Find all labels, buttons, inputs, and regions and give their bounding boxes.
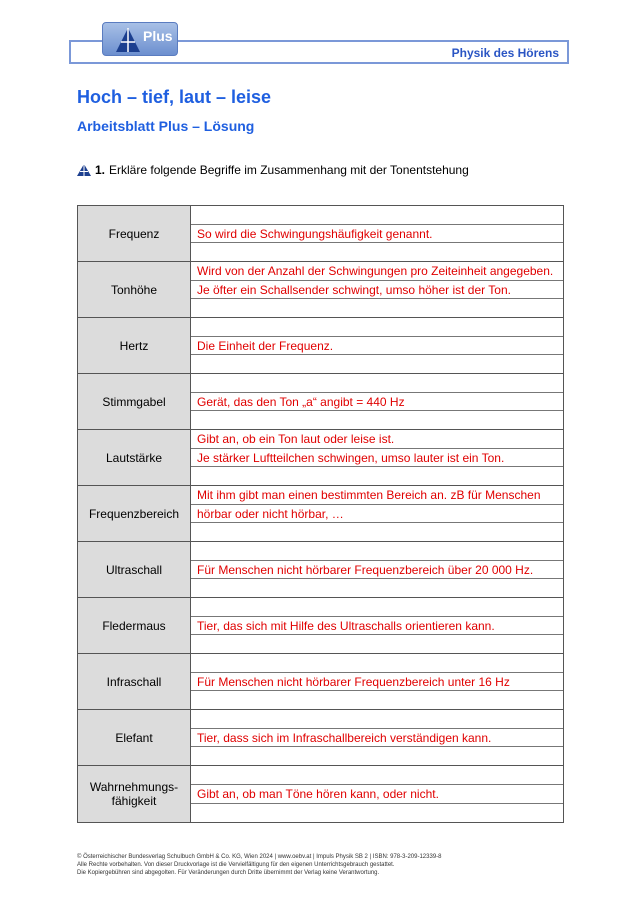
term-label: Frequenz <box>78 206 191 261</box>
answer-lines <box>191 374 563 429</box>
answer-line <box>191 766 563 785</box>
footer-copyright <box>77 853 442 877</box>
table-row <box>78 374 563 430</box>
plus-logo <box>102 22 178 56</box>
answer-line <box>191 206 563 225</box>
answer-line <box>191 691 563 709</box>
table-row <box>78 598 563 654</box>
answer-line <box>191 542 563 561</box>
answer-line: Für Menschen nicht hörbarer Frequenzbereich unter 16 Hz <box>191 673 563 692</box>
answer-line: Tier, das sich mit Hilfe des Ultraschalls orientieren kann. <box>191 617 563 636</box>
answer-line <box>191 598 563 617</box>
table-row <box>78 710 563 766</box>
answer-line: So wird die Schwingungshäufigkeit genannt. <box>191 225 563 244</box>
answer-line: Die Einheit der Frequenz. <box>191 337 563 356</box>
answer-lines <box>191 710 563 765</box>
answer-lines <box>191 766 563 822</box>
term-label: Frequenzbereich <box>78 486 191 541</box>
triangle-bullet-icon <box>77 164 91 176</box>
answer-line <box>191 467 563 485</box>
answer-lines <box>191 262 563 317</box>
task-number: 1. <box>95 163 106 177</box>
term-label: Infraschall <box>78 654 191 709</box>
table-row <box>78 206 563 262</box>
answer-line: Je stärker Luftteilchen schwingen, umso lauter ist ein Ton. <box>191 449 563 468</box>
answer-line <box>191 374 563 393</box>
term-label: Lautstärke <box>78 430 191 485</box>
answer-line <box>191 355 563 373</box>
table-row <box>78 318 563 374</box>
task-text: Erkläre folgende Begriffe im Zusammenhang mit der Tonentstehung <box>109 163 469 177</box>
answer-line <box>191 299 563 317</box>
answer-line <box>191 318 563 337</box>
table-row <box>78 430 563 486</box>
answer-line <box>191 243 563 261</box>
logo-text: Plus <box>143 28 173 44</box>
answer-line <box>191 635 563 653</box>
answer-lines <box>191 542 563 597</box>
answer-line: Tier, dass sich im Infraschallbereich verständigen kann. <box>191 729 563 748</box>
footer-line: © Österreichischer Bundesverlag Schulbuch GmbH & Co. KG, Wien 2024 | www.oebv.at | Impuls Physik SB 2 | ISBN: 978-3-209-12339-8 <box>77 854 442 860</box>
table-row <box>78 766 563 822</box>
answer-lines <box>191 430 563 485</box>
header-subject: Physik des Hörens <box>451 46 559 60</box>
terms-table <box>77 205 564 823</box>
answer-line: Je öfter ein Schallsender schwingt, umso höher ist der Ton. <box>191 281 563 300</box>
answer-lines <box>191 206 563 261</box>
answer-lines <box>191 486 563 541</box>
answer-line <box>191 710 563 729</box>
answer-line <box>191 523 563 541</box>
task-instruction <box>77 163 469 177</box>
table-row <box>78 542 563 598</box>
term-label: Stimmgabel <box>78 374 191 429</box>
answer-line: Für Menschen nicht hörbarer Frequenzbereich über 20 000 Hz. <box>191 561 563 580</box>
table-row <box>78 654 563 710</box>
answer-line <box>191 411 563 429</box>
answer-line <box>191 654 563 673</box>
term-label: Fledermaus <box>78 598 191 653</box>
footer-line: Die Kopiergebühren sind abgegolten. Für Veränderungen durch Dritte übernimmt der Verlag keine Verantwortung. <box>77 870 380 876</box>
answer-line: Wird von der Anzahl der Schwingungen pro Zeiteinheit angegeben. <box>191 262 563 281</box>
footer-line: Alle Rechte vorbehalten. Von dieser Druckvorlage ist die Vervielfältigung für den eigenen Unterrichtsgebrauch gestattet. <box>77 862 395 868</box>
answer-line <box>191 804 563 822</box>
term-label: Tonhöhe <box>78 262 191 317</box>
page-title: Hoch – tief, laut – leise <box>77 87 272 107</box>
answer-line: Gibt an, ob ein Ton laut oder leise ist. <box>191 430 563 449</box>
table-row <box>78 262 563 318</box>
answer-line <box>191 579 563 597</box>
term-label: Wahrnehmungs- fähigkeit <box>78 766 191 822</box>
triangle-logo-icon <box>115 27 141 53</box>
answer-lines <box>191 654 563 709</box>
table-row <box>78 486 563 542</box>
answer-line: Mit ihm gibt man einen bestimmten Bereich an. zB für Menschen <box>191 486 563 505</box>
page-subtitle: Arbeitsblatt Plus – Lösung <box>77 118 255 134</box>
answer-line <box>191 747 563 765</box>
answer-line: hörbar oder nicht hörbar, … <box>191 505 563 524</box>
term-label: Elefant <box>78 710 191 765</box>
term-label: Hertz <box>78 318 191 373</box>
answer-lines <box>191 318 563 373</box>
answer-line: Gibt an, ob man Töne hören kann, oder nicht. <box>191 785 563 804</box>
answer-line: Gerät, das den Ton „a“ angibt = 440 Hz <box>191 393 563 412</box>
term-label: Ultraschall <box>78 542 191 597</box>
answer-lines <box>191 598 563 653</box>
